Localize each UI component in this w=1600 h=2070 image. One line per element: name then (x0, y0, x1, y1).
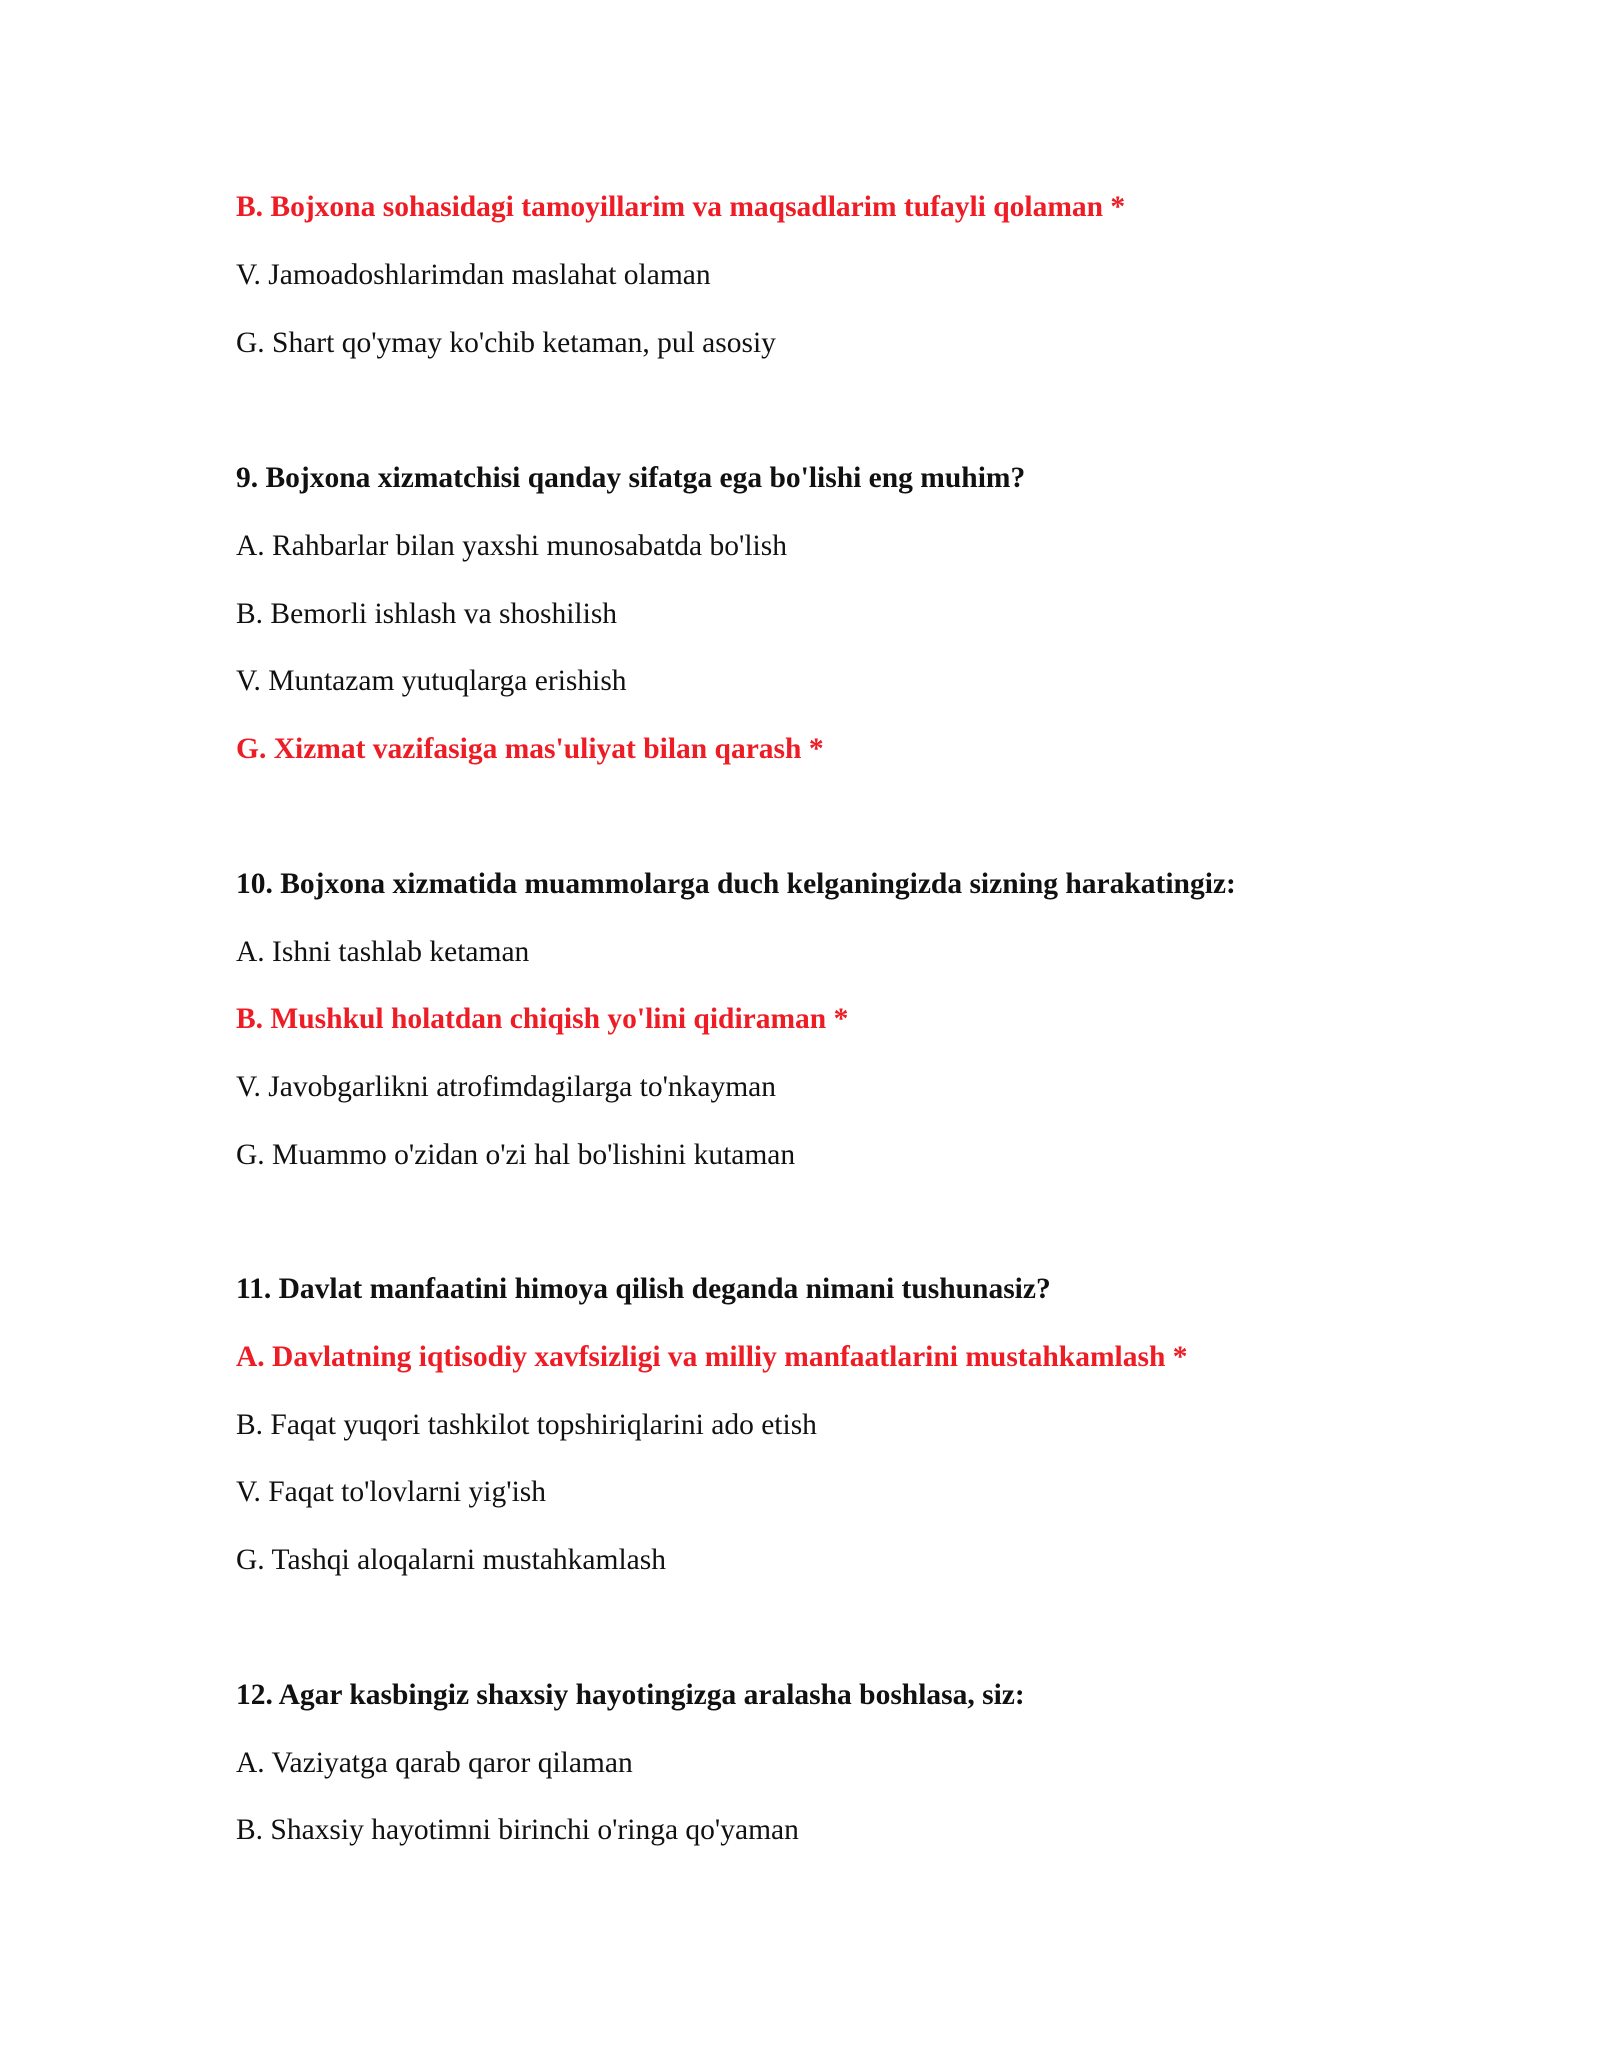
answer-option: V. Jamoadoshlarimdan maslahat olaman (236, 259, 711, 291)
answer-option: A. Rahbarlar bilan yaxshi munosabatda bo'lish (236, 530, 787, 562)
answer-option: G. Muammo o'zidan o'zi hal bo'lishini kutaman (236, 1139, 796, 1171)
question-heading: 11. Davlat manfaatini himoya qilish deganda nimani tushunasiz? (236, 1273, 1051, 1305)
answer-option-correct: B. Mushkul holatdan chiqish yo'lini qidiraman * (236, 1003, 849, 1035)
answer-option: V. Javobgarlikni atrofimdagilarga to'nkayman (236, 1071, 777, 1103)
answer-option: B. Faqat yuqori tashkilot topshiriqlarini ado etish (236, 1409, 817, 1441)
answer-option: V. Muntazam yutuqlarga erishish (236, 665, 627, 697)
question-heading: 10. Bojxona xizmatida muammolarga duch kelganingizda sizning harakatingiz: (236, 868, 1236, 900)
answer-option: A. Vaziyatga qarab qaror qilaman (236, 1747, 633, 1779)
answer-option: V. Faqat to'lovlarni yig'ish (236, 1476, 546, 1508)
answer-option: G. Shart qo'ymay ko'chib ketaman, pul asosiy (236, 327, 776, 359)
answer-option-correct: B. Bojxona sohasidagi tamoyillarim va maqsadlarim tufayli qolaman * (236, 191, 1126, 223)
answer-option-correct: A. Davlatning iqtisodiy xavfsizligi va milliy manfaatlarini mustahkamlash * (236, 1341, 1188, 1373)
answer-option: A. Ishni tashlab ketaman (236, 936, 530, 968)
answer-option-correct: G. Xizmat vazifasiga mas'uliyat bilan qarash * (236, 733, 824, 765)
answer-option: B. Shaxsiy hayotimni birinchi o'ringa qo'yaman (236, 1814, 799, 1846)
answer-option: B. Bemorli ishlash va shoshilish (236, 598, 618, 630)
answer-option: G. Tashqi aloqalarni mustahkamlash (236, 1544, 666, 1576)
question-heading: 12. Agar kasbingiz shaxsiy hayotingizga aralasha boshlasa, siz: (236, 1679, 1025, 1711)
question-heading: 9. Bojxona xizmatchisi qanday sifatga ega bo'lishi eng muhim? (236, 462, 1026, 494)
